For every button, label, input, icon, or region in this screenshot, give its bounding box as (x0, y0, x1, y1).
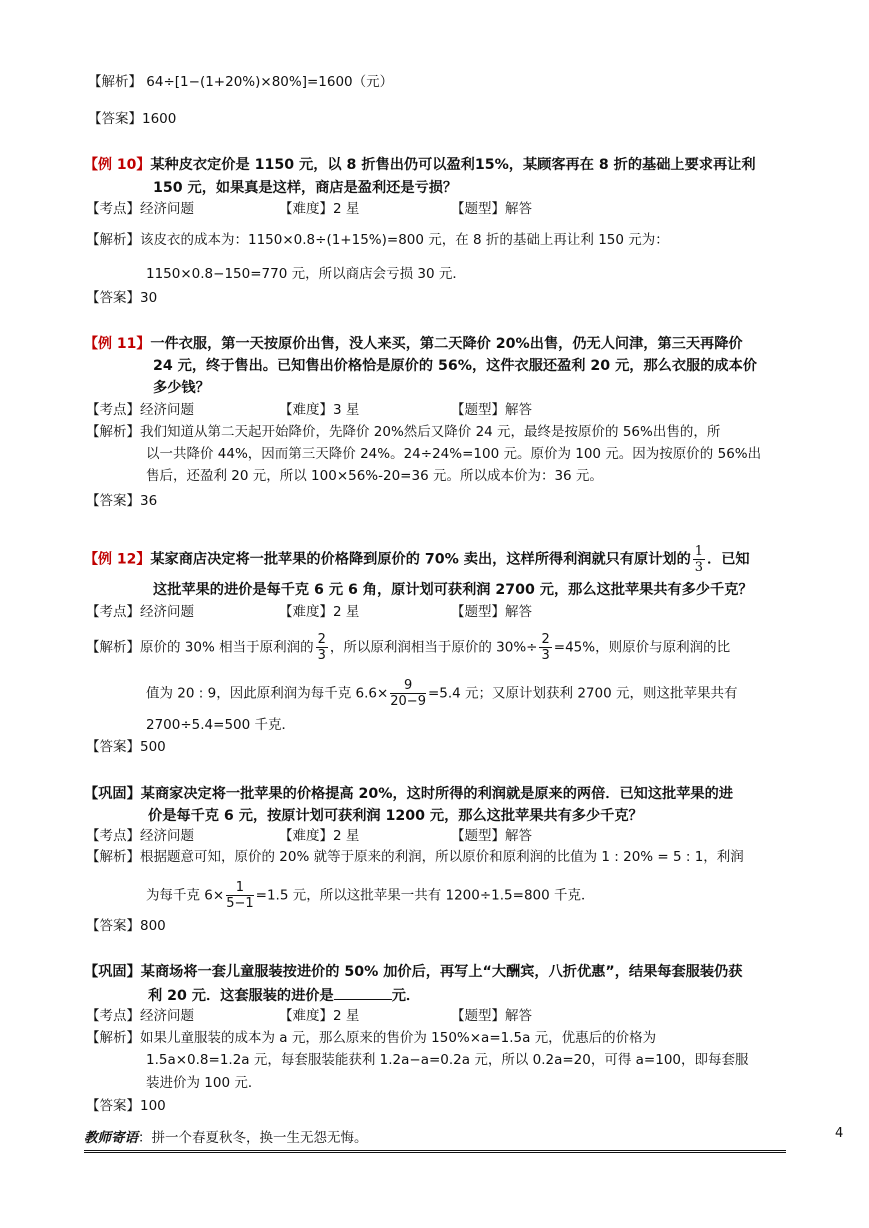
answer-blank (334, 985, 392, 1000)
analysis-line: 1.5a×0.8=1.2a 元，每套服装能获利 1.2a−a=0.2a 元，所以 0.2a=20，可得 a=100，即每套服 (146, 1052, 749, 1068)
answer-line: 【答案】1600 (88, 111, 177, 127)
example-11-question-cont: 多少钱？ (153, 380, 210, 396)
page-number: 4 (835, 1126, 844, 1141)
example-11-question: 【例 11】一件衣服，第一天按原价出售，没人来买，第二天降价 20%出售，仍无人问津，第三天再降价 (84, 336, 743, 352)
consolidation-question-cont: 利 20 元．这套服装的进价是 元． (148, 985, 420, 1006)
example-11-question-cont: 24 元，终于售出。已知售出价格恰是原价的 56%，这件衣服还盈利 20 元，那么衣服的成本价 (153, 358, 757, 374)
analysis-line: 【解析】如果儿童服装的成本为 a 元，那么原来的售价为 150%×a=1.5a 元，优惠后的价格为 (86, 1030, 657, 1046)
example-tag: 【例 12】 (84, 551, 151, 568)
answer-line: 【答案】800 (86, 918, 166, 934)
consolidation-question-cont: 价是每千克 6 元，按原计划可获利润 1200 元，那么这批苹果共有多少千克？ (148, 808, 643, 824)
analysis-line: 【解析】 64÷[1−(1+20%)×80%]=1600（元） (88, 74, 394, 90)
answer-line: 【答案】100 (86, 1098, 166, 1114)
analysis-line: 值为 20 : 9，因此原利润为每千克 6.6× $\frac{9}{20-9}$ =5.4 元；又原计划获利 2700 元，则这批苹果共有 (146, 678, 738, 709)
consolidation-question: 【巩固】某商场将一套儿童服装按进价的 50% 加价后，再写上“大酬宾，八折优惠”，结果每套服装仍获 (84, 964, 743, 980)
teacher-message: 教师寄语：拼一个春夏秋冬，换一生无怨无悔。 (84, 1130, 368, 1146)
example-10-question: 【例 10】某种皮衣定价是 1150 元，以 8 折售出仍可以盈利15%，某顾客再在 8 折的基础上要求再让利 (84, 157, 756, 173)
difficulty-label: 【难度】3 星 (279, 402, 360, 418)
analysis-line: 售后，还盈利 20 元，所以 100×56%-20=36 元。所以成本价为：36 元。 (146, 468, 603, 484)
type-label: 【题型】解答 (451, 604, 532, 620)
consolidation-tag: 【巩固】 (84, 964, 141, 980)
analysis-line: 为每千克 6× $\frac{1}{5-1}$ =1.5 元，所以这批苹果一共有 1200÷1.5=800 千克． (146, 880, 595, 911)
analysis-line: 1150×0.8−150=770 元，所以商店会亏损 30 元． (146, 266, 466, 282)
analysis-line: 【解析】原价的 30% 相当于原利润的 $\frac{2}{3}$ ，所以原利润相当于原价的 30%÷ $\frac{2}{3}$ =45%，则原价与原利润的比 (86, 632, 731, 663)
fraction: $\frac{2}{3}$ (541, 632, 550, 663)
answer-line: 【答案】500 (86, 739, 166, 755)
analysis-line: 【解析】根据题意可知，原价的 20% 就等于原来的利润，所以原价和原利润的比值为 1 : 20% = 5 : 1，利润 (86, 849, 744, 865)
example-tag: 【例 10】 (84, 157, 151, 173)
type-label: 【题型】解答 (451, 201, 532, 217)
topic-label: 【考点】经济问题 (86, 828, 194, 844)
type-label: 【题型】解答 (451, 402, 532, 418)
fraction: $\frac{1}{5-1}$ (226, 880, 254, 911)
teacher-message-label: 教师寄语 (84, 1130, 138, 1146)
type-label: 【题型】解答 (451, 1008, 532, 1024)
topic-label: 【考点】经济问题 (86, 402, 194, 418)
analysis-line: 2700÷5.4=500 千克． (146, 717, 296, 733)
analysis-line: 以一共降价 44%，因而第三天降价 24%。24÷24%=100 元。原价为 100 元。因为按原价的 56%出 (146, 446, 762, 462)
difficulty-label: 【难度】2 星 (279, 828, 360, 844)
example-tag: 【例 11】 (84, 336, 151, 352)
example-12-question-cont: 这批苹果的进价是每千克 6 元 6 角，原计划可获利润 2700 元，那么这批苹果共有多少千克？ (153, 582, 753, 598)
type-label: 【题型】解答 (451, 828, 532, 844)
example-10-question-cont: 150 元，如果真是这样，商店是盈利还是亏损？ (153, 180, 458, 196)
consolidation-question: 【巩固】某商家决定将一批苹果的价格提高 20%，这时所得的利润就是原来的两倍．已知这批苹果的进 (84, 786, 733, 802)
consolidation-tag: 【巩固】 (84, 786, 141, 802)
topic-label: 【考点】经济问题 (86, 201, 194, 217)
difficulty-label: 【难度】2 星 (279, 201, 360, 217)
fraction: $\frac{2}{3}$ (317, 632, 326, 663)
difficulty-label: 【难度】2 星 (279, 1008, 360, 1024)
answer-line: 【答案】36 (86, 493, 158, 509)
analysis-line: 装进价为 100 元． (146, 1075, 262, 1091)
footer-divider (84, 1150, 786, 1153)
fraction: $\frac{9}{20-9}$ (390, 678, 426, 709)
topic-label: 【考点】经济问题 (86, 1008, 194, 1024)
fraction: $\frac{1}{3}$ (694, 544, 704, 575)
example-12-question: 【例 12】某家商店决定将一批苹果的价格降到原价的 70% 卖出，这样所得利润就只有原计划的 $\frac{1}{3}$ ．已知 (84, 544, 750, 575)
answer-line: 【答案】30 (86, 290, 158, 306)
analysis-line: 【解析】我们知道从第二天起开始降价，先降价 20%然后又降价 24 元，最终是按原价的 56%出售的，所 (86, 424, 721, 440)
difficulty-label: 【难度】2 星 (279, 604, 360, 620)
analysis-line: 【解析】该皮衣的成本为：1150×0.8÷(1+15%)=800 元，在 8 折的基础上再让利 150 元为： (86, 232, 669, 248)
topic-label: 【考点】经济问题 (86, 604, 194, 620)
